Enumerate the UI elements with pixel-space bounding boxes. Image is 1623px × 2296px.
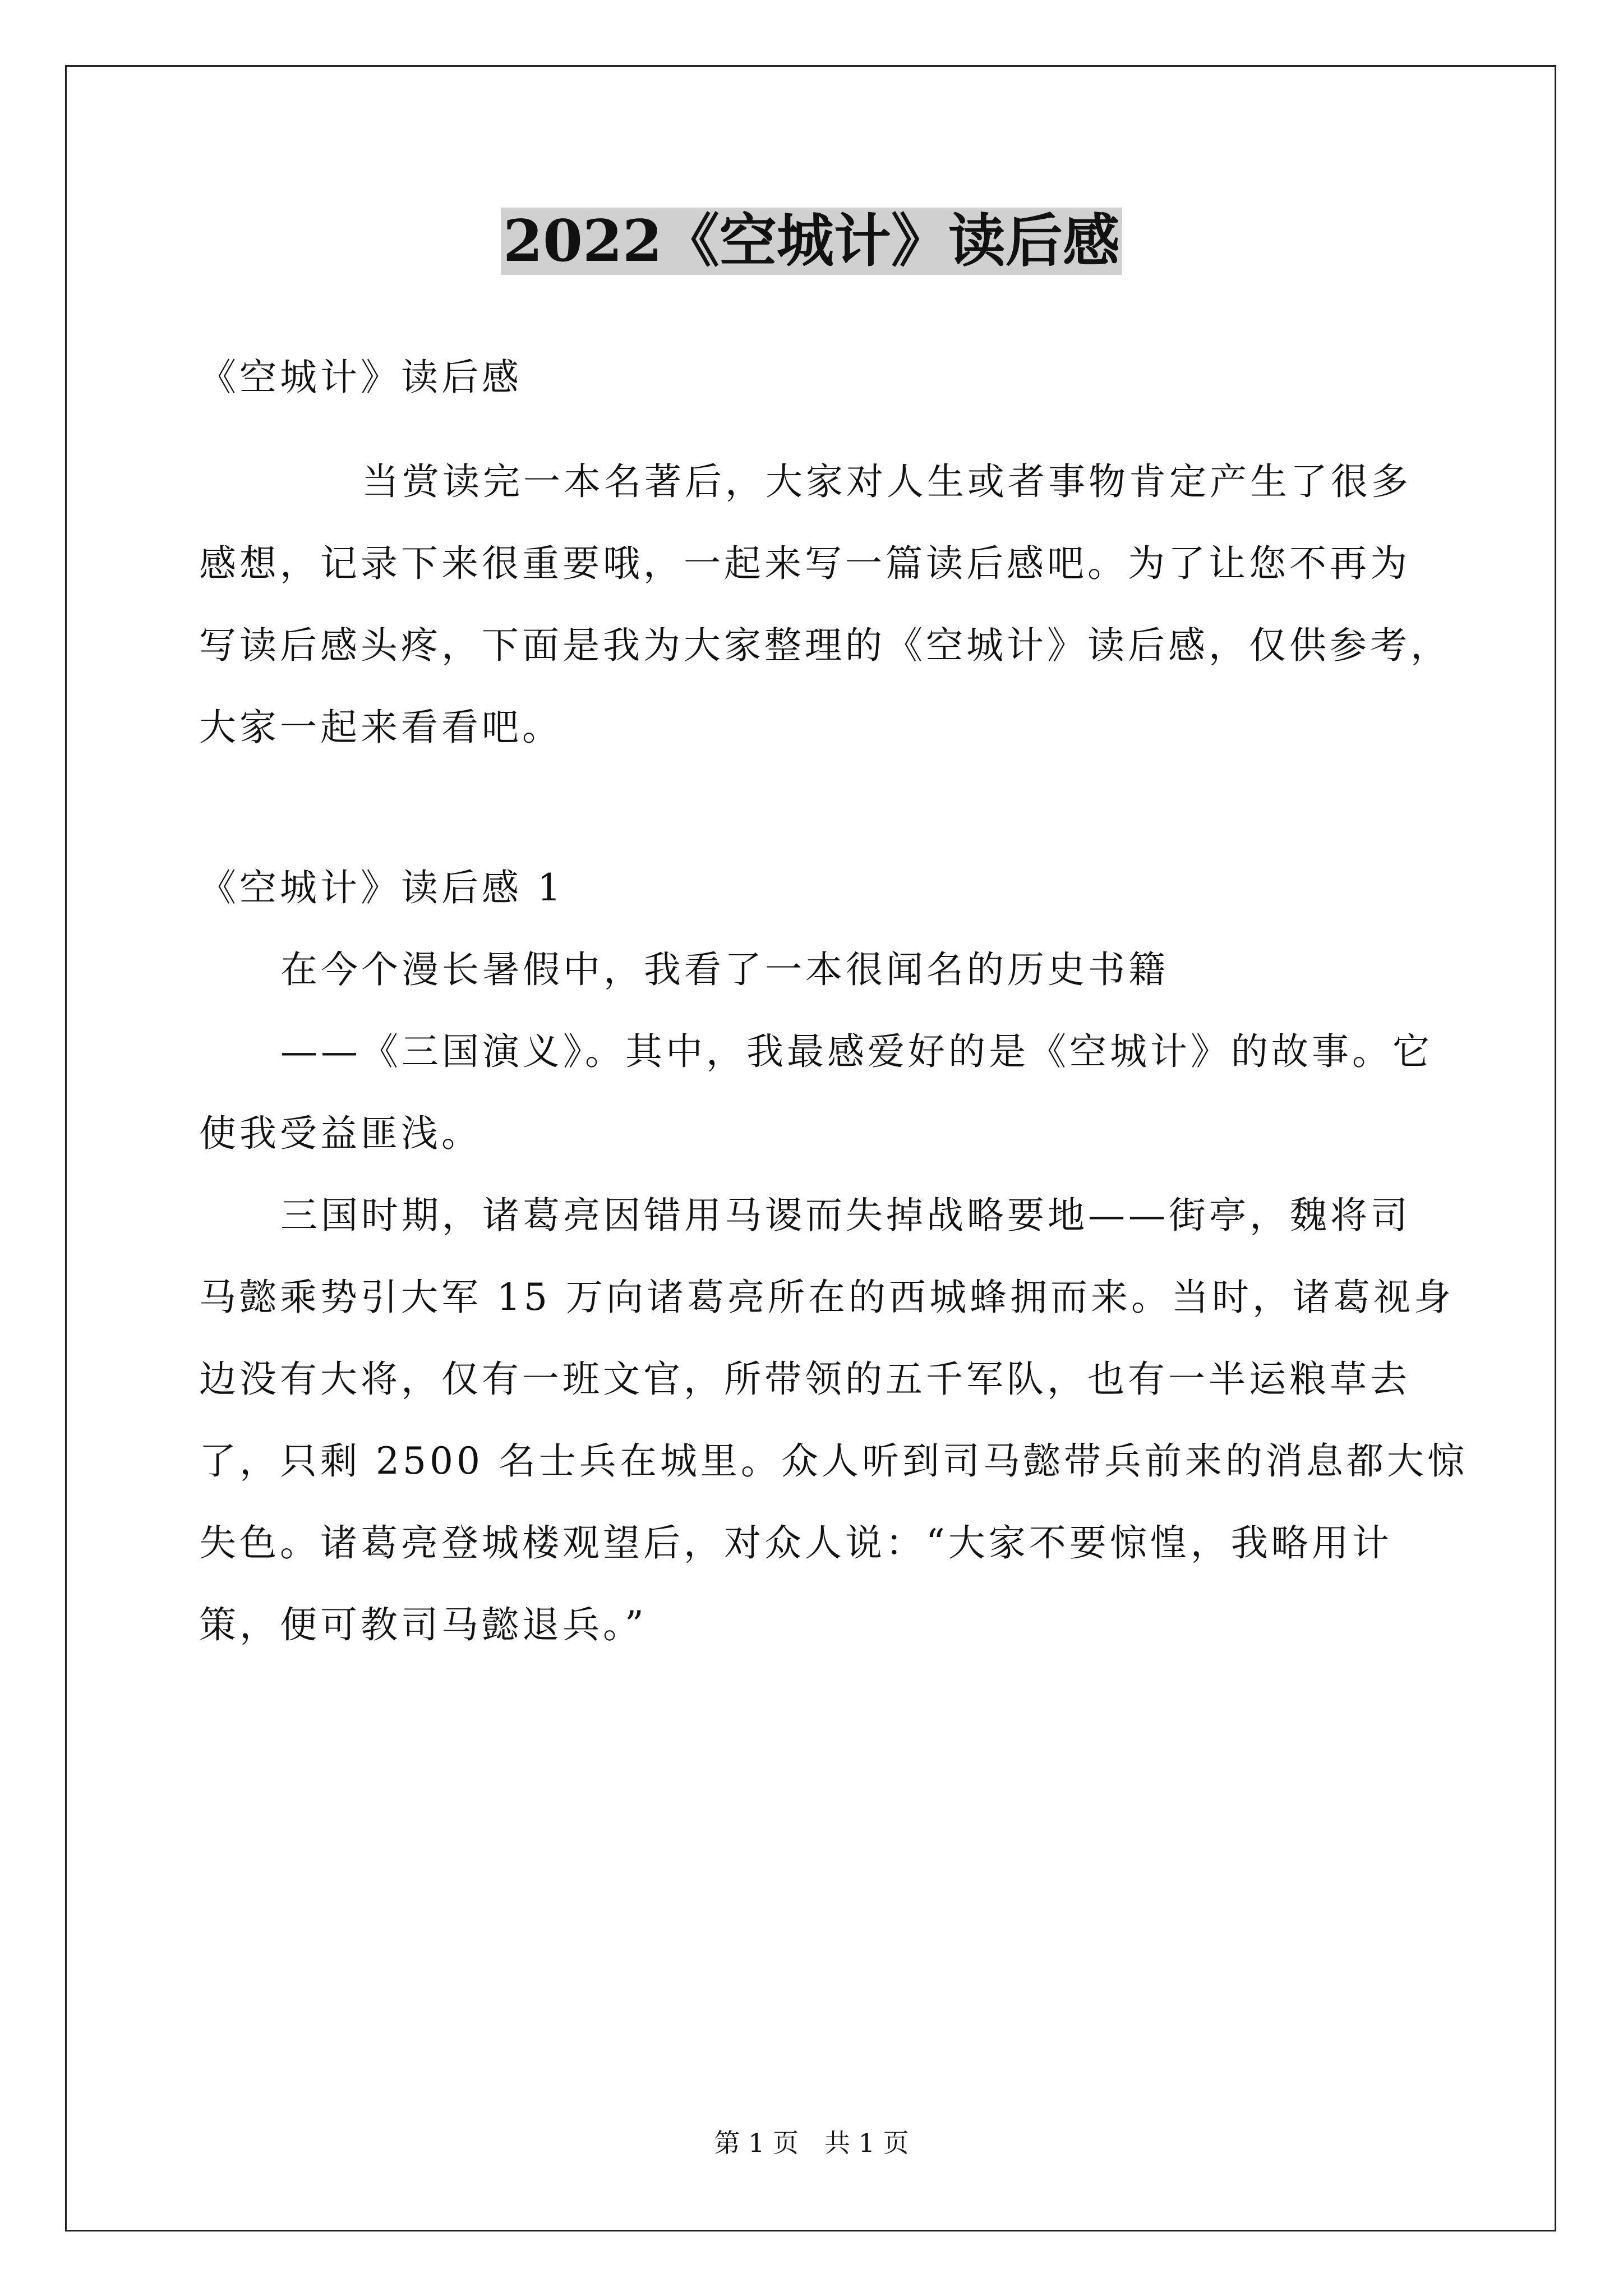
intro-line: 写读后感头疼，下面是我为大家整理的《空城计》读后感，仅供参考， (199, 624, 1451, 667)
intro-line: 感想，记录下来很重要哦，一起来写一篇读后感吧。为了让您不再为 (199, 542, 1410, 585)
paragraph-line: 策，便可教司马懿退兵。” (199, 1603, 647, 1646)
paragraph-line: 使我受益匪浅。 (199, 1112, 482, 1155)
document-body (199, 337, 1468, 1666)
paragraph-line: 在今个漫长暑假中，我看了一本很闻名的历史书籍 (280, 948, 1169, 991)
paragraph-line: 了，只剩 2500 名士兵在城里。众人听到司马懿带兵前来的消息都大惊 (199, 1439, 1468, 1483)
intro-line: 大家一起来看看吧。 (199, 706, 562, 749)
paragraph-line: 三国时期，诸葛亮因错用马谡而失掉战略要地——街亭，魏将司 (280, 1194, 1411, 1237)
intro-heading: 《空城计》读后感 (199, 356, 522, 399)
intro-line: 当赏读完一本名著后，大家对人生或者事物肯定产生了很多 (362, 460, 1412, 503)
document-title (0, 202, 1623, 280)
paragraph-line: 边没有大将，仅有一班文官，所带领的五千军队，也有一半运粮草去 (199, 1358, 1410, 1401)
page-number-footer: 第 1 页 共 1 页 (714, 2128, 909, 2158)
section-heading: 《空城计》读后感 1 (199, 866, 564, 909)
paragraph-line: 马懿乘势引大军 15 万向诸葛亮所在的西城蜂拥而来。当时，诸葛视身 (199, 1276, 1454, 1319)
paragraph-line: 失色。诸葛亮登城楼观望后，对众人说：“大家不要惊惶，我略用计 (199, 1521, 1393, 1565)
paragraph-line: ——《三国演义》。其中，我最感爱好的是《空城计》的故事。它 (280, 1030, 1433, 1073)
title-highlight: 2022《空城计》读后感 (501, 208, 1122, 275)
